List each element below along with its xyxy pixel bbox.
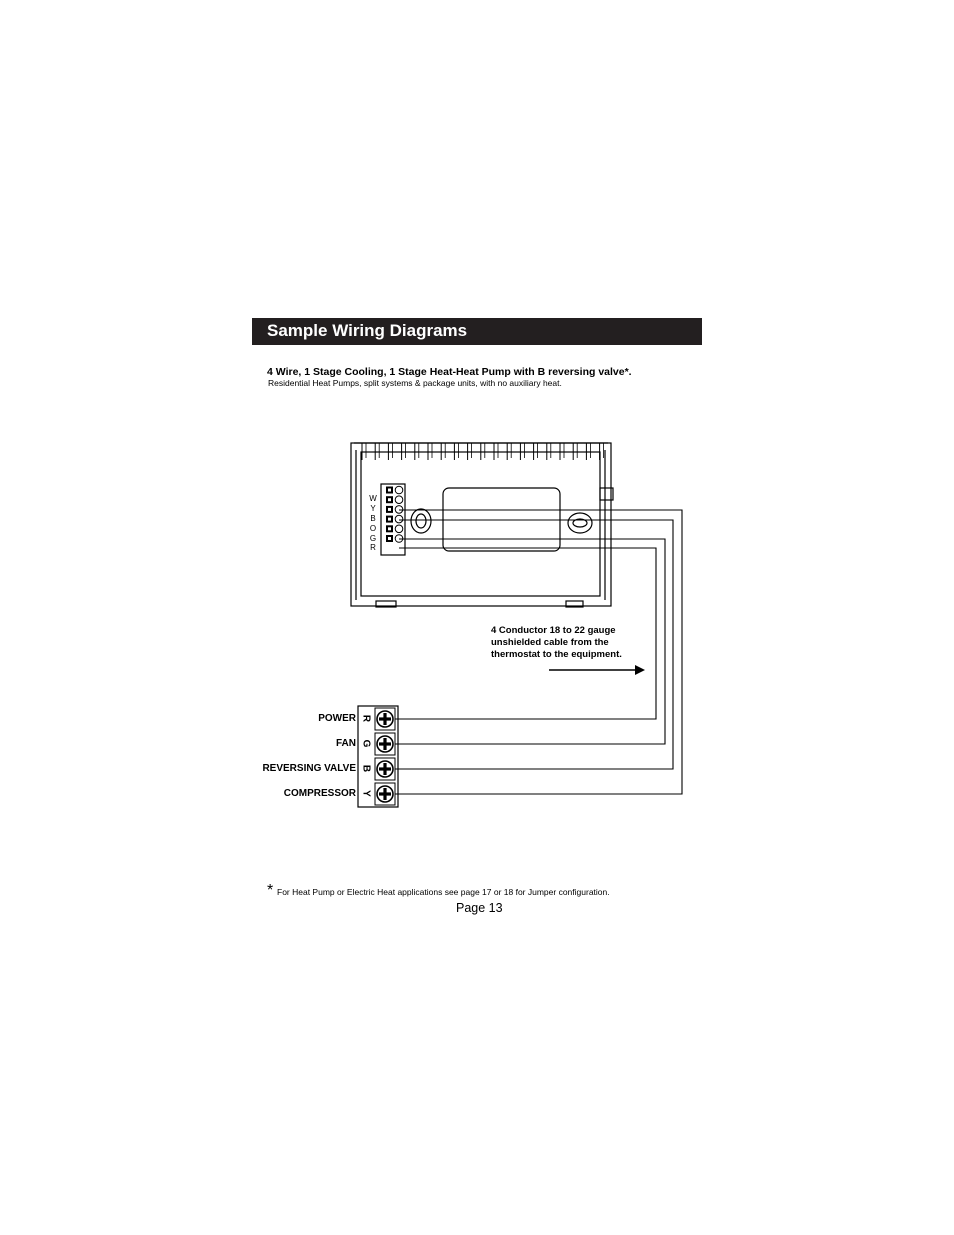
diagram-subheading: Residential Heat Pumps, split systems & package units, with no auxiliary heat. [268, 378, 562, 388]
terminal-label-y: Y [370, 504, 376, 513]
terminal-screws [386, 486, 403, 542]
thermostat-body [351, 443, 611, 606]
equipment-terminal-y: Y [360, 790, 372, 797]
cable-arrow [549, 665, 645, 675]
diagram-heading: 4 Wire, 1 Stage Cooling, 1 Stage Heat-Heat Pump with B reversing valve*. [267, 366, 632, 378]
mounting-hole-right [568, 513, 592, 533]
terminal-label-r: R [370, 543, 376, 552]
page-title: Sample Wiring Diagrams [267, 321, 468, 340]
equipment-terminal-g: G [360, 739, 372, 748]
mounting-hole-left [411, 509, 431, 533]
footnote-text: For Heat Pump or Electric Heat applications see page 17 or 18 for Jumper configuration. [277, 887, 610, 897]
terminal-label-w: W [369, 494, 377, 503]
equipment-label-compressor: COMPRESSOR [283, 788, 356, 799]
thermostat-inner [361, 452, 600, 596]
terminal-label-o: O [369, 524, 377, 533]
equipment-terminal-r: R [360, 714, 372, 723]
footnote-marker: * [267, 882, 274, 899]
page-number: Page 13 [456, 901, 503, 915]
equipment-screws [375, 708, 395, 805]
terminal-post [395, 525, 403, 533]
terminal-post [395, 486, 403, 494]
cable-note: 4 Conductor 18 to 22 gauge unshielded cable from the thermostat to the equipment. [491, 625, 622, 660]
equipment-label-reversing-valve: REVERSING VALVE [262, 763, 356, 774]
equipment-label-fan: FAN [336, 738, 356, 749]
equipment-label-power: POWER [318, 713, 356, 724]
terminal-post [395, 496, 403, 504]
terminal-label-b: B [370, 514, 376, 523]
terminal-label-g: G [369, 534, 377, 543]
terminal-post [395, 515, 403, 523]
equipment-terminal-b: B [360, 764, 372, 773]
terminal-post [395, 506, 403, 514]
